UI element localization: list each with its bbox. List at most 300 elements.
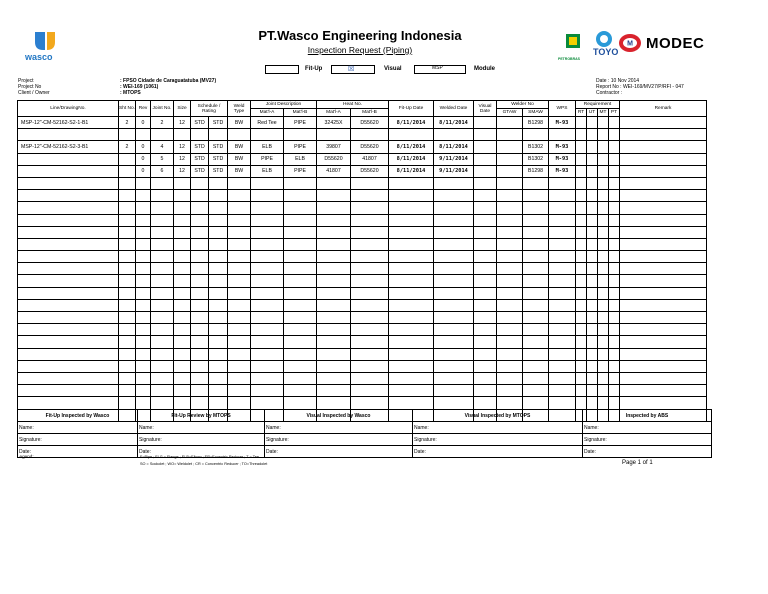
table-cell: [251, 226, 284, 238]
header-requirement: Requirement: [576, 101, 620, 109]
header-smaw: SMAW: [523, 109, 549, 117]
table-cell: M-93: [549, 153, 576, 165]
table-cell: [317, 238, 351, 250]
table-cell: 5: [151, 153, 174, 165]
table-cell: 2: [151, 117, 174, 129]
table-cell: D55620: [351, 141, 389, 153]
table-cell: [598, 190, 609, 202]
table-cell: [136, 226, 151, 238]
sig-date-field[interactable]: Date:: [138, 446, 265, 458]
table-cell: [209, 397, 228, 409]
table-cell: [576, 177, 587, 189]
table-cell: [228, 275, 251, 287]
report-date: Date : 10 Nov 2014: [596, 78, 640, 84]
table-cell: [620, 372, 707, 384]
inspection-table: [17, 100, 707, 422]
table-cell: [119, 385, 136, 397]
table-cell: [474, 238, 497, 250]
header-size: Size: [174, 101, 191, 117]
table-cell: [174, 263, 191, 275]
table-cell: [474, 141, 497, 153]
sig-date-field[interactable]: Date:: [18, 446, 138, 458]
table-cell: [119, 226, 136, 238]
table-cell: [587, 129, 598, 141]
sig-name-field[interactable]: Name:: [265, 422, 413, 434]
table-cell: STD: [191, 153, 209, 165]
table-cell: [18, 348, 119, 360]
table-cell: [497, 312, 523, 324]
table-cell: [523, 312, 549, 324]
table-row: [18, 385, 707, 397]
sig-signature-field[interactable]: Signature:: [138, 434, 265, 446]
table-cell: [228, 226, 251, 238]
legend-text: [140, 454, 340, 468]
table-cell: [18, 226, 119, 238]
table-cell: [284, 312, 317, 324]
table-cell: [587, 251, 598, 263]
table-cell: [389, 348, 434, 360]
table-cell: [609, 312, 620, 324]
table-cell: 2: [119, 117, 136, 129]
table-cell: [209, 177, 228, 189]
table-cell: [119, 238, 136, 250]
table-cell: [434, 129, 474, 141]
table-cell: [351, 324, 389, 336]
table-cell: [609, 360, 620, 372]
table-cell: [317, 263, 351, 275]
table-cell: [251, 251, 284, 263]
table-cell: [549, 299, 576, 311]
header-wps: WPS: [549, 101, 576, 117]
table-cell: [317, 202, 351, 214]
table-cell: [497, 360, 523, 372]
table-cell: [598, 336, 609, 348]
table-cell: [136, 190, 151, 202]
table-cell: Red Tee: [251, 117, 284, 129]
report-info: [596, 78, 684, 96]
table-cell: [549, 348, 576, 360]
table-cell: [389, 360, 434, 372]
table-cell: [191, 226, 209, 238]
table-cell: MSP-12"-CM-52162-S2-3-B1: [18, 141, 119, 153]
table-cell: [620, 275, 707, 287]
table-cell: [317, 214, 351, 226]
table-cell: [209, 226, 228, 238]
table-cell: [228, 214, 251, 226]
table-cell: [576, 312, 587, 324]
table-cell: [18, 385, 119, 397]
table-cell: [609, 299, 620, 311]
table-cell: STD: [191, 141, 209, 153]
table-cell: [549, 202, 576, 214]
table-cell: [474, 287, 497, 299]
table-cell: [191, 238, 209, 250]
table-cell: [609, 190, 620, 202]
table-cell: [317, 275, 351, 287]
table-cell: [434, 360, 474, 372]
table-cell: [284, 263, 317, 275]
table-cell: [598, 360, 609, 372]
visual-checkbox[interactable]: [331, 65, 375, 74]
table-cell: [228, 251, 251, 263]
sig-name-field[interactable]: Name:: [583, 422, 712, 434]
table-cell: [18, 129, 119, 141]
table-cell: STD: [209, 153, 228, 165]
header-remark: Remark: [620, 101, 707, 117]
table-cell: [209, 275, 228, 287]
table-cell: [620, 177, 707, 189]
table-cell: [191, 372, 209, 384]
table-cell: [497, 287, 523, 299]
table-cell: [209, 372, 228, 384]
header-weld-type: Weld Type: [228, 101, 251, 117]
table-cell: [576, 165, 587, 177]
table-cell: [598, 226, 609, 238]
table-cell: [228, 336, 251, 348]
table-cell: ELB: [251, 165, 284, 177]
table-cell: [351, 190, 389, 202]
table-cell: [497, 214, 523, 226]
table-cell: [174, 385, 191, 397]
table-cell: [474, 202, 497, 214]
table-cell: [228, 129, 251, 141]
sig-name-field[interactable]: Name:: [413, 422, 583, 434]
table-cell: [191, 397, 209, 409]
table-cell: [18, 360, 119, 372]
fitup-checkbox[interactable]: [265, 65, 299, 74]
table-row: [18, 348, 707, 360]
table-cell: [497, 385, 523, 397]
table-cell: [497, 202, 523, 214]
table-cell: [523, 238, 549, 250]
table-cell: [251, 336, 284, 348]
table-cell: [389, 336, 434, 348]
table-cell: [151, 129, 174, 141]
table-cell: [609, 129, 620, 141]
table-cell: [119, 190, 136, 202]
table-cell: [228, 202, 251, 214]
table-row: [18, 165, 707, 177]
table-cell: [620, 336, 707, 348]
table-cell: [389, 324, 434, 336]
table-cell: 9/11/2014: [434, 165, 474, 177]
table-cell: D55620: [317, 153, 351, 165]
table-cell: [251, 202, 284, 214]
table-cell: B1302: [523, 141, 549, 153]
table-cell: [576, 397, 587, 409]
table-cell: D55620: [351, 117, 389, 129]
table-cell: [474, 372, 497, 384]
sig-header-fitup-mtops: Fit-Up Review by MTOPS: [138, 410, 265, 422]
table-cell: [576, 299, 587, 311]
module-label: Module: [474, 66, 495, 72]
table-cell: [151, 226, 174, 238]
table-cell: [151, 348, 174, 360]
table-cell: [191, 129, 209, 141]
table-cell: [620, 360, 707, 372]
table-cell: [251, 275, 284, 287]
table-cell: [609, 397, 620, 409]
table-cell: [317, 287, 351, 299]
table-cell: [317, 397, 351, 409]
table-cell: [587, 336, 598, 348]
table-cell: [119, 299, 136, 311]
project-label: Project: [18, 78, 34, 84]
table-cell: [174, 299, 191, 311]
table-cell: [136, 372, 151, 384]
petrobras-logo: [562, 32, 584, 56]
table-cell: [174, 336, 191, 348]
table-cell: 2: [119, 141, 136, 153]
table-cell: 0: [136, 153, 151, 165]
table-cell: [474, 336, 497, 348]
table-cell: [191, 214, 209, 226]
table-cell: 8/11/2014: [434, 141, 474, 153]
table-cell: [151, 385, 174, 397]
header-matl-a: Mat'l-A: [251, 109, 284, 117]
table-cell: [598, 299, 609, 311]
table-cell: [609, 177, 620, 189]
table-cell: [18, 336, 119, 348]
table-cell: [598, 385, 609, 397]
table-cell: 12: [174, 141, 191, 153]
table-cell: [209, 238, 228, 250]
table-cell: [317, 226, 351, 238]
table-cell: B1302: [523, 153, 549, 165]
sig-date-field[interactable]: Date:: [413, 446, 583, 458]
table-cell: [191, 336, 209, 348]
table-cell: [174, 202, 191, 214]
table-cell: [474, 214, 497, 226]
table-cell: [576, 214, 587, 226]
table-cell: [620, 202, 707, 214]
table-cell: STD: [209, 141, 228, 153]
header-heat-matl-a: Mat'l-A: [317, 109, 351, 117]
header-rev: Rev: [136, 101, 151, 117]
table-row: [18, 336, 707, 348]
table-cell: [191, 299, 209, 311]
table-cell: [317, 299, 351, 311]
header-joint-desc: Joint Description: [251, 101, 317, 109]
table-cell: [174, 312, 191, 324]
table-cell: [497, 372, 523, 384]
table-cell: [474, 299, 497, 311]
table-cell: [609, 153, 620, 165]
table-cell: [136, 177, 151, 189]
table-cell: [474, 324, 497, 336]
sig-header-visual-wasco: Visual Inspected by Wasco: [265, 410, 413, 422]
table-cell: [119, 312, 136, 324]
table-cell: [151, 202, 174, 214]
table-cell: [174, 190, 191, 202]
legend-label: Legend:: [17, 454, 34, 459]
sig-header-fitup-wasco: Fit-Up Inspected by Wasco: [18, 410, 138, 422]
sig-name-field[interactable]: Name:: [138, 422, 265, 434]
table-cell: [191, 348, 209, 360]
table-cell: [389, 397, 434, 409]
table-row: [18, 177, 707, 189]
table-cell: [18, 190, 119, 202]
table-cell: [191, 360, 209, 372]
table-cell: BW: [228, 117, 251, 129]
table-cell: [119, 336, 136, 348]
header-heat-matl-b: Mat'l-B: [351, 109, 389, 117]
table-cell: [434, 397, 474, 409]
table-cell: [228, 238, 251, 250]
table-cell: [598, 263, 609, 275]
table-row: [18, 312, 707, 324]
table-cell: [351, 275, 389, 287]
table-cell: MSP-12"-CM-52162-S2-1-B1: [18, 117, 119, 129]
sig-name-field[interactable]: Name:: [18, 422, 138, 434]
table-cell: [497, 129, 523, 141]
table-cell: [523, 385, 549, 397]
table-cell: 0: [136, 141, 151, 153]
table-cell: B1298: [523, 165, 549, 177]
inspection-table-body: [18, 117, 707, 422]
table-cell: [209, 129, 228, 141]
table-cell: [119, 397, 136, 409]
module-field[interactable]: [414, 65, 466, 74]
table-cell: [119, 360, 136, 372]
sig-signature-field[interactable]: Signature:: [18, 434, 138, 446]
table-cell: [191, 202, 209, 214]
table-cell: M-93: [549, 141, 576, 153]
table-cell: [523, 348, 549, 360]
table-cell: PIPE: [284, 141, 317, 153]
header-welded-date: Welded Date: [434, 101, 474, 117]
table-cell: [389, 202, 434, 214]
table-cell: [119, 287, 136, 299]
table-cell: [389, 263, 434, 275]
table-cell: [576, 275, 587, 287]
table-cell: [389, 385, 434, 397]
table-row: [18, 117, 707, 129]
table-cell: [474, 190, 497, 202]
table-cell: [523, 397, 549, 409]
table-cell: [174, 177, 191, 189]
sig-date-field[interactable]: Date:: [265, 446, 413, 458]
table-cell: 8/11/2014: [434, 117, 474, 129]
table-cell: [191, 251, 209, 263]
wasco-logo: [25, 30, 65, 64]
table-cell: [18, 372, 119, 384]
table-cell: [119, 153, 136, 165]
table-cell: [523, 263, 549, 275]
table-cell: [474, 312, 497, 324]
table-cell: [598, 214, 609, 226]
table-cell: [284, 177, 317, 189]
table-cell: [620, 190, 707, 202]
table-cell: PIPE: [284, 117, 317, 129]
table-cell: [351, 226, 389, 238]
wasco-logo-text: wasco: [25, 52, 53, 62]
table-cell: [174, 360, 191, 372]
table-cell: [576, 385, 587, 397]
table-cell: [523, 129, 549, 141]
table-cell: [609, 117, 620, 129]
table-cell: [609, 238, 620, 250]
table-row: [18, 141, 707, 153]
header-gtaw: GTAW: [497, 109, 523, 117]
table-cell: [119, 263, 136, 275]
table-cell: [609, 226, 620, 238]
project-no-value: : WEI-169 (1061): [120, 84, 159, 90]
table-cell: [174, 397, 191, 409]
wasco-logo-mark: [33, 30, 59, 52]
table-cell: [18, 202, 119, 214]
modec-logo-mark: [618, 33, 642, 53]
table-cell: [598, 397, 609, 409]
table-cell: [620, 214, 707, 226]
table-row: [18, 226, 707, 238]
project-values: [120, 78, 216, 96]
table-cell: [474, 251, 497, 263]
table-cell: [251, 312, 284, 324]
table-cell: [620, 324, 707, 336]
table-cell: [191, 385, 209, 397]
table-row: [18, 324, 707, 336]
table-cell: [576, 348, 587, 360]
table-cell: [576, 129, 587, 141]
company-title: PT.Wasco Engineering Indonesia: [258, 28, 462, 43]
table-cell: 12: [174, 165, 191, 177]
header-line: Line/DrawingNo.: [18, 101, 119, 117]
table-cell: 8/11/2014: [389, 117, 434, 129]
table-cell: [317, 251, 351, 263]
table-cell: [251, 324, 284, 336]
table-cell: [251, 129, 284, 141]
table-cell: [587, 214, 598, 226]
table-cell: [351, 287, 389, 299]
table-cell: [474, 129, 497, 141]
table-cell: [497, 190, 523, 202]
table-cell: [609, 336, 620, 348]
project-no-label: Project No: [18, 84, 42, 90]
table-cell: [620, 263, 707, 275]
table-cell: [284, 299, 317, 311]
sig-signature-field[interactable]: Signature:: [413, 434, 583, 446]
table-cell: [174, 129, 191, 141]
table-cell: [317, 190, 351, 202]
table-cell: [284, 202, 317, 214]
table-cell: 41807: [351, 153, 389, 165]
table-cell: [523, 360, 549, 372]
table-cell: [18, 251, 119, 263]
table-cell: 39807: [317, 141, 351, 153]
table-cell: [497, 324, 523, 336]
table-cell: [191, 177, 209, 189]
table-cell: [609, 251, 620, 263]
table-cell: [474, 153, 497, 165]
sig-signature-field[interactable]: Signature:: [583, 434, 712, 446]
table-cell: [317, 324, 351, 336]
table-cell: [609, 263, 620, 275]
sig-date-field[interactable]: Date:: [583, 446, 712, 458]
table-cell: [549, 263, 576, 275]
table-cell: [151, 299, 174, 311]
table-cell: [523, 372, 549, 384]
table-cell: [576, 141, 587, 153]
table-cell: [576, 238, 587, 250]
table-cell: [209, 324, 228, 336]
table-cell: [434, 324, 474, 336]
table-cell: [18, 238, 119, 250]
table-cell: [620, 385, 707, 397]
sig-signature-field[interactable]: Signature:: [265, 434, 413, 446]
table-cell: [434, 263, 474, 275]
table-cell: [587, 385, 598, 397]
